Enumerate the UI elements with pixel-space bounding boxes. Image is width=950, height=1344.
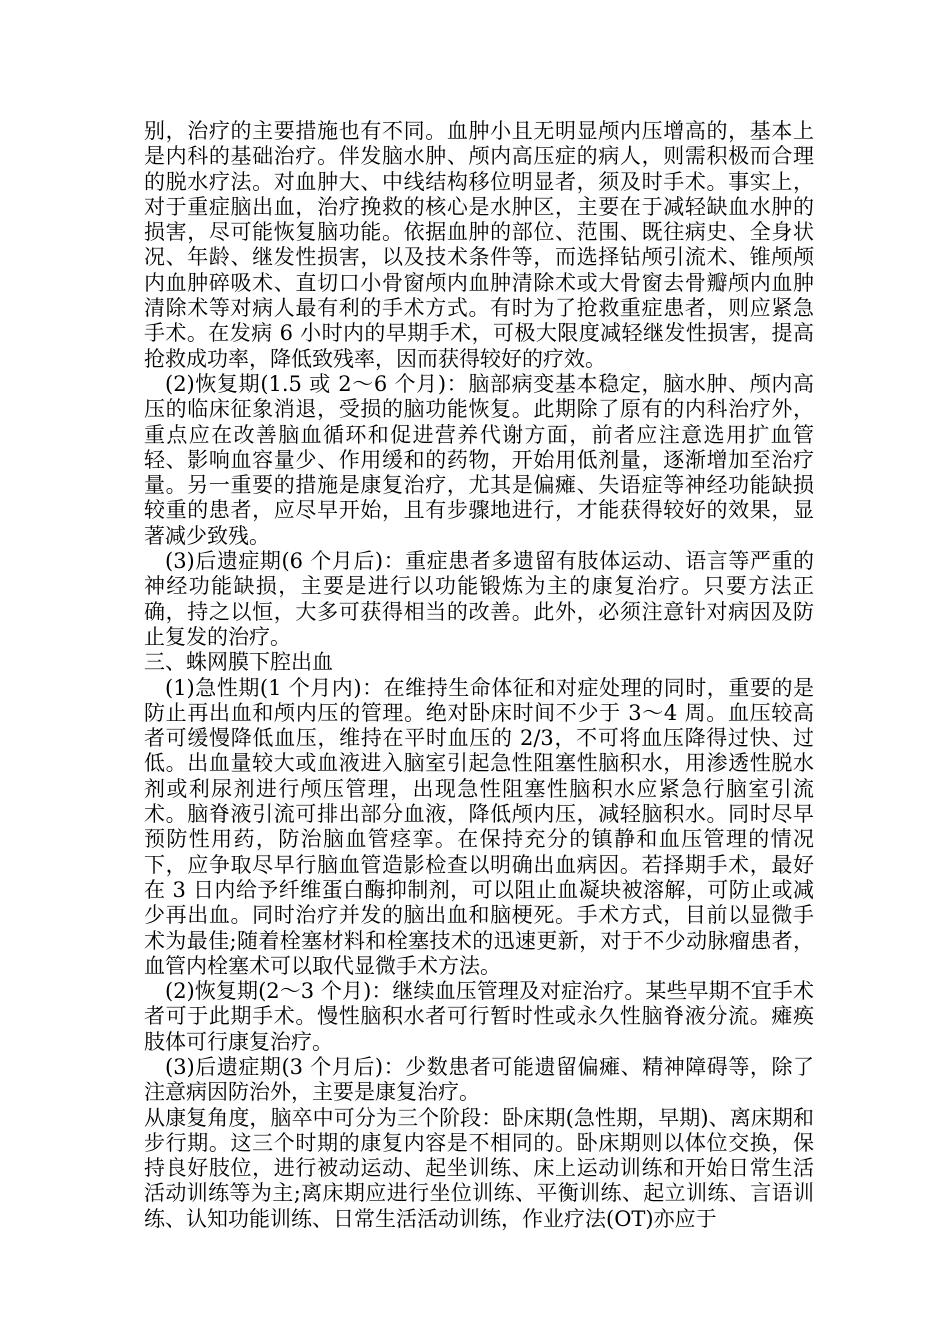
section-heading-sah: 三、蛛网膜下腔出血: [144, 650, 333, 675]
paragraph-treatment-overview: 别，治疗的主要措施也有不同。血肿小且无明显颅内压增高的，基本上是内科的基础治疗。伴发脑水肿、颅内高压症的病人，则需积极而合理的脱水疗法。对血肿大、中线结构移位明显者，须及时手术。事实上，对于重症脑出血，治疗挽救的核心是水肿区，主要在于减轻缺血水肿的损害，尽可能恢复脑功能。依据血肿的部位、范围、既往病史、全身状况、年龄、继发性损害，以及技术条件等，而选择钻颅引流术、锥颅颅内血肿碎吸术、直切口小骨窗颅内血肿清除术或大骨窗去骨瓣颅内血肿清除术等对病人最有利的手术方式。有时为了抢救重症患者，则应紧急手术。在发病 6 小时内的早期手术，可极大限度减轻继发性损害，提高抢救成功率，降低致残率，因而获得较好的疗效。: [144, 119, 814, 371]
paragraph-hemorrhage-recovery-phase: (2)恢复期(1.5 或 2～6 个月)：脑部病变基本稳定，脑水肿、颅内高压的临床征象消退，受损的脑功能恢复。此期除了原有的内科治疗外，重点应在改善脑血循环和促进营养代谢方面，前者应注意选用扩血管轻、影响血容量少、作用缓和的药物，开始用低剂量，逐渐增加至治疗量。另一重要的措施是康复治疗，尤其是偏瘫、失语症等神经功能缺损较重的患者，应尽早开始，且有步骤地进行，才能获得较好的效果，显著减少致残。: [144, 371, 814, 548]
paragraph-sah-acute-phase: (1)急性期(1 个月内)：在维持生命体征和对症处理的同时，重要的是防止再出血和颅内压的管理。绝对卧床时间不少于 3～4 周。血压较高者可缓慢降低血压，维持在平时血压的 2/3，不可将血压降得过快、过低。出血量较大或血液进入脑室引起急性阻塞性脑积水，用渗透性脱水剂或利尿剂进行颅压管理，出现急性阻塞性脑积水应紧急行脑室引流术。脑脊液引流可排出部分血液，降低颅内压，减轻脑积水。同时尽早预防性用药，防治脑血管痉挛。在保持充分的镇静和血压管理的情况下，应争取尽早行脑血管造影检查以明确出血病因。若择期手术，最好在 3 日内给予纤维蛋白酶抑制剂，可以阻止血凝块被溶解，可防止或减少再出血。同时治疗并发的脑出血和脑梗死。手术方式，目前以显微手术为最佳;随着栓塞材料和栓塞技术的迅速更新，对于不少动脉瘤患者，血管内栓塞术可以取代显微手术方法。: [144, 675, 814, 978]
document-body: [144, 119, 814, 1232]
paragraph-sah-sequela-phase: (3)后遗症期(3 个月后)：少数患者可能遗留偏瘫、精神障碍等，除了注意病因防治外，主要是康复治疗。: [144, 1054, 814, 1105]
paragraph-rehabilitation-stages: 从康复角度，脑卒中可分为三个阶段：卧床期(急性期，早期)、离床期和步行期。这三个时期的康复内容是不相同的。卧床期则以体位交换，保持良好肢位，进行被动运动、起坐训练、床上运动训练和开始日常生活活动训练等为主;离床期应进行坐位训练、平衡训练、起立训练、言语训练、认知功能训练、日常生活活动训练，作业疗法(OT)亦应于: [144, 1105, 814, 1231]
paragraph-sah-recovery-phase: (2)恢复期(2～3 个月)：继续血压管理及对症治疗。某些早期不宜手术者可于此期手术。慢性脑积水者可行暂时性或永久性脑脊液分流。瘫痪肢体可行康复治疗。: [144, 979, 814, 1054]
paragraph-hemorrhage-sequela-phase: (3)后遗症期(6 个月后)：重症患者多遗留有肢体运动、语言等严重的神经功能缺损，主要是进行以功能锻炼为主的康复治疗。只要方法正确，持之以恒，大多可获得相当的改善。此外，必须注意针对病因及防止复发的治疗。: [144, 549, 814, 649]
